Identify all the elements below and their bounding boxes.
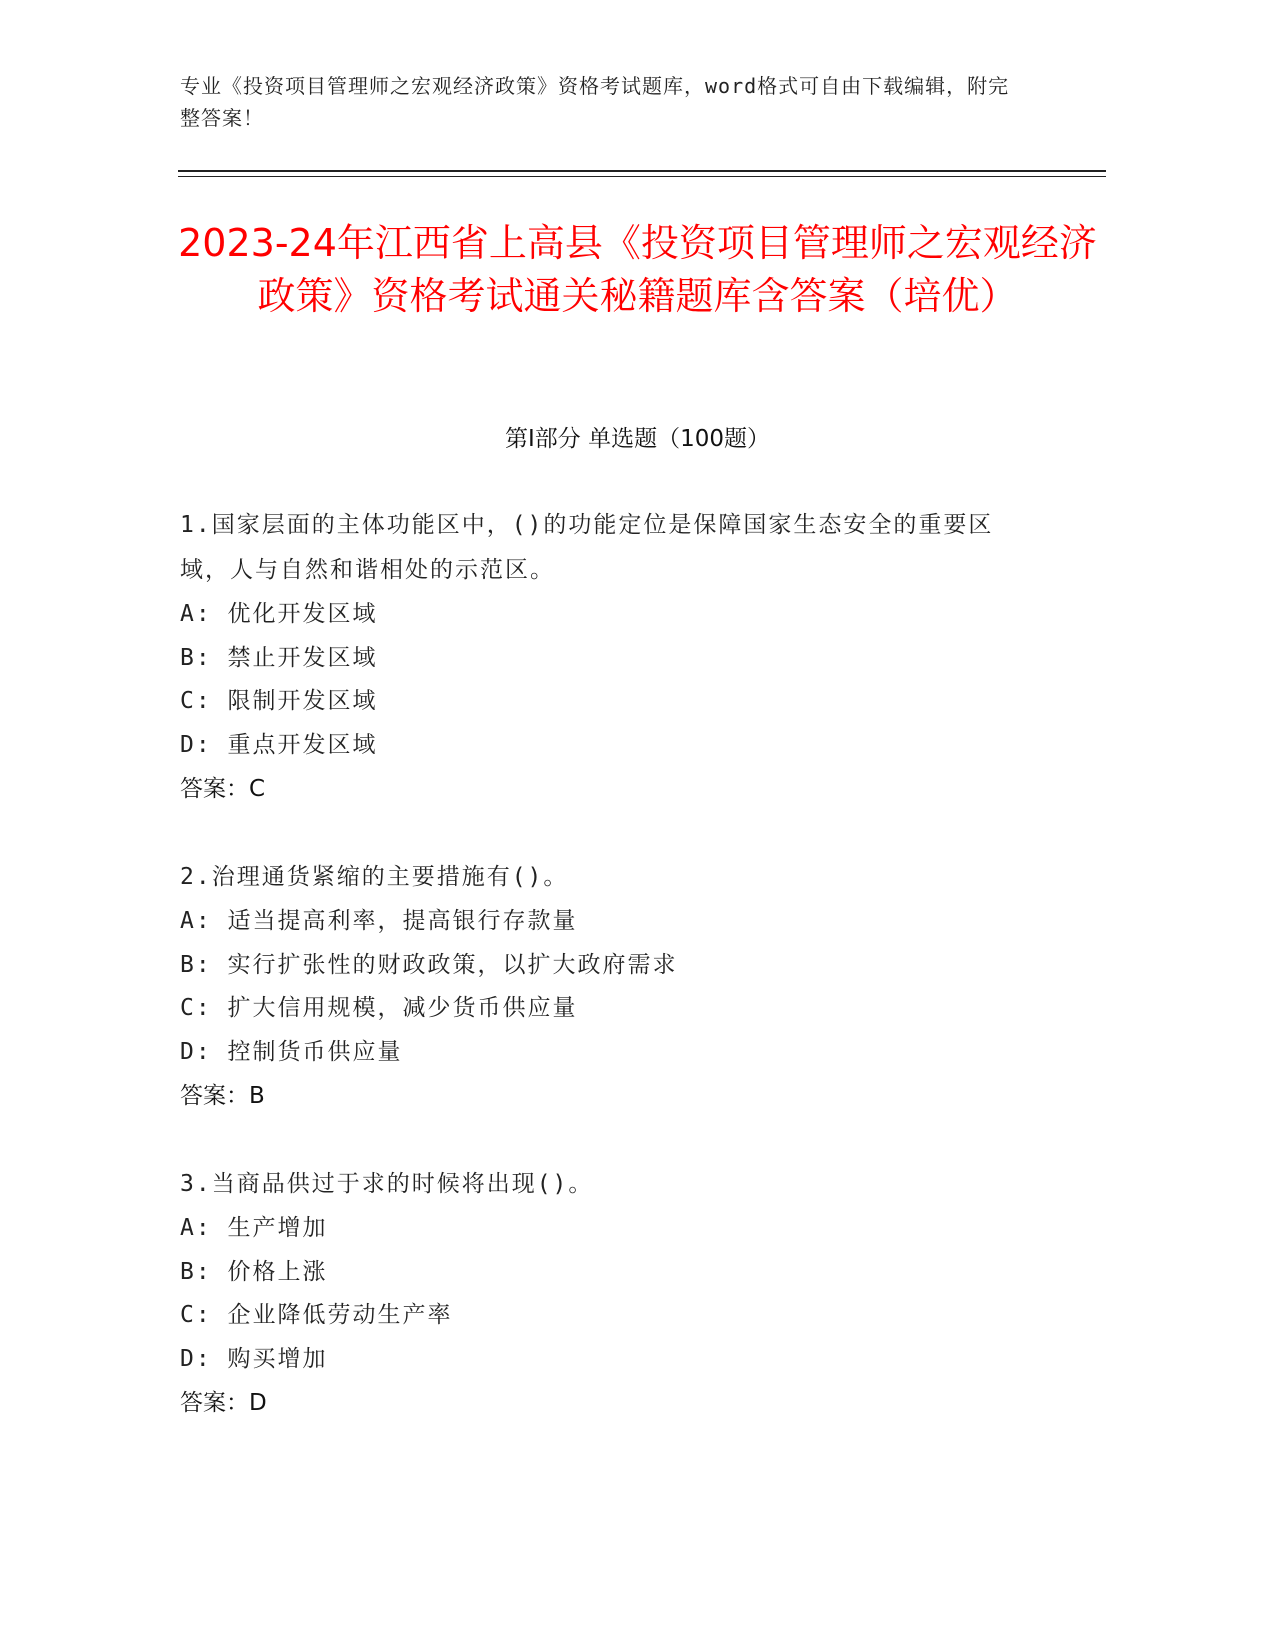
- option-d: D: 控制货币供应量: [180, 1038, 403, 1065]
- document-title: 2023-24年江西省上高县《投资项目管理师之宏观经济政策》资格考试通关秘籍题库含答案（培优）: [178, 221, 1097, 319]
- question-item: [180, 1162, 1040, 1426]
- header-divider-thin: [178, 176, 1106, 177]
- question-list: [180, 503, 1040, 1469]
- question-text: 3.当商品供过于求的时候将出现()。: [180, 1171, 594, 1197]
- question-item: [180, 503, 1040, 812]
- option-c: C: 扩大信用规模，减少货币供应量: [180, 995, 578, 1021]
- question-item: [180, 855, 1040, 1119]
- option-d: D: 购买增加: [180, 1345, 328, 1372]
- header-note: 专业《投资项目管理师之宏观经济政策》资格考试题库，word格式可自由下载编辑，附完整答案！: [180, 74, 1010, 130]
- answer-line: 答案：C: [180, 776, 266, 802]
- header-divider: [178, 170, 1106, 172]
- answer-line: 答案：B: [180, 1083, 265, 1109]
- answer-line: 答案：D: [180, 1390, 267, 1416]
- option-c: C: 企业降低劳动生产率: [180, 1302, 453, 1328]
- option-b: B: 实行扩张性的财政政策，以扩大政府需求: [180, 951, 678, 978]
- option-c: C: 限制开发区域: [180, 688, 378, 714]
- section-title: 第Ⅰ部分 单选题（100题）: [505, 426, 770, 452]
- question-text: 2.治理通货紧缩的主要措施有()。: [180, 864, 569, 890]
- option-a: A: 优化开发区域: [180, 601, 378, 627]
- option-a: A: 适当提高利率，提高银行存款量: [180, 908, 578, 934]
- option-b: B: 禁止开发区域: [180, 644, 378, 671]
- option-d: D: 重点开发区域: [180, 731, 378, 758]
- option-b: B: 价格上涨: [180, 1258, 328, 1285]
- option-a: A: 生产增加: [180, 1215, 328, 1241]
- question-text: 1.国家层面的主体功能区中，()的功能定位是保障国家生态安全的重要区域，人与自然和谐相处的示范区。: [180, 512, 994, 583]
